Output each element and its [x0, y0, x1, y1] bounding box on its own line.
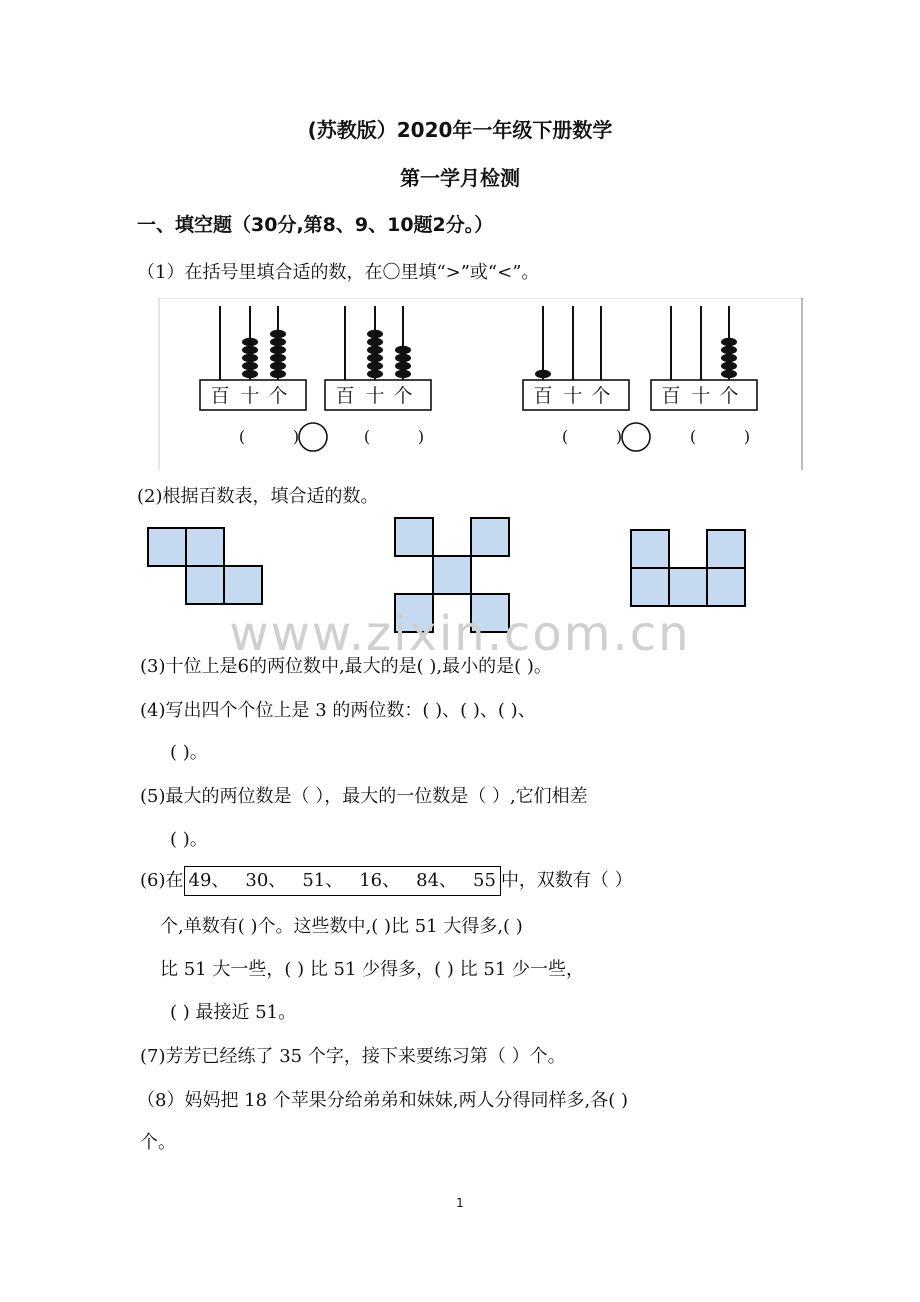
abacus-bead: [395, 370, 411, 378]
abacus-place-label: 十: [691, 385, 711, 407]
document-title: (苏教版）2020年一年级下册数学: [307, 118, 613, 142]
number-item: 51、: [302, 870, 344, 891]
abacus-place-label: 百: [210, 385, 230, 407]
number-item: 84、: [416, 870, 458, 891]
q6-suffix: 中，双数有（ ）: [500, 870, 633, 891]
answer-paren-close: ): [743, 427, 751, 446]
question-7: (7)芳芳已经练了 35 个字，接下来要练习第（ ）个。: [140, 1046, 566, 1067]
number-item: 55: [473, 870, 496, 891]
question-8-line-1: （8）妈妈把 18 个苹果分给弟弟和妹妹,两人分得同样多,各( ): [137, 1090, 629, 1111]
abacus-bead: [395, 346, 411, 354]
abacus-bead: [395, 362, 411, 370]
abacus-bead: [270, 354, 286, 362]
question-5-line-2: ( )。: [170, 829, 208, 850]
abacus-place-label: 个: [393, 385, 413, 407]
question-3: (3)十位上是6的两位数中,最大的是( ),最小的是( )。: [140, 656, 552, 677]
chart-cell[interactable]: [395, 518, 433, 556]
abacus-bead: [367, 370, 383, 378]
abacus-place-label: 十: [240, 385, 260, 407]
abacus-place-label: 个: [268, 385, 288, 407]
page-number: 1: [456, 1196, 464, 1210]
chart-cell[interactable]: [707, 530, 745, 568]
chart-cell[interactable]: [186, 566, 224, 604]
abacus-bead: [721, 354, 737, 362]
number-item: 16、: [359, 870, 401, 891]
question-4-line-1: (4)写出四个个位上是 3 的两位数：( )、( )、( )、: [140, 700, 536, 721]
abacus-bead: [367, 362, 383, 370]
abacus-bead: [270, 346, 286, 354]
number-box: [184, 866, 501, 896]
abacus-place-label: 十: [365, 385, 385, 407]
hundred-chart-fragment-1: [146, 526, 264, 612]
abacus-bead: [535, 370, 551, 378]
abacus-place-label: 十: [563, 385, 583, 407]
chart-cell[interactable]: [707, 568, 745, 606]
number-item: 30、: [245, 870, 287, 891]
comparison-circle[interactable]: [622, 423, 650, 451]
abacus-place-label: 百: [335, 385, 355, 407]
abacus-place-label: 百: [661, 385, 681, 407]
abacus-bead: [721, 338, 737, 346]
watermark: www.zixin.com.cn: [229, 606, 691, 662]
abacus-bead: [367, 338, 383, 346]
answer-paren-close: ): [292, 427, 300, 446]
question-6-line-2: 个,单数有( )个。这些数中,( )比 51 大得多,( ): [160, 916, 523, 937]
chart-cell[interactable]: [224, 566, 262, 604]
question-6-line-3: 比 51 大一些，( ) 比 51 少得多，( ) 比 51 少一些，: [160, 959, 585, 980]
abacus-place-label: 个: [591, 385, 611, 407]
answer-paren-open: (: [561, 427, 569, 446]
question-2: (2)根据百数表，填合适的数。: [137, 486, 379, 507]
hundred-chart-fragment-3: [629, 528, 747, 614]
answer-paren-open: (: [238, 427, 246, 446]
abacus-place-label: 个: [719, 385, 739, 407]
number-item: 49、: [188, 870, 230, 891]
abacus-bead: [242, 346, 258, 354]
abacus-figure: [158, 298, 804, 474]
question-8-line-2: 个。: [140, 1132, 176, 1153]
question-1: （1）在括号里填合适的数，在〇里填“>”或“<”。: [137, 262, 540, 283]
answer-paren-open: (: [689, 427, 697, 446]
abacus-place-label: 百: [533, 385, 553, 407]
abacus-bead: [270, 330, 286, 338]
comparison-circle[interactable]: [299, 423, 327, 451]
chart-cell[interactable]: [631, 530, 669, 568]
chart-cell[interactable]: [669, 568, 707, 606]
section-heading: 一、填空题（30分,第8、9、10题2分。）: [137, 214, 494, 236]
abacus-bead: [367, 330, 383, 338]
chart-cell[interactable]: [186, 528, 224, 566]
question-5-line-1: (5)最大的两位数是（ ），最大的一位数是（ ）,它们相差: [140, 786, 588, 807]
chart-cell[interactable]: [433, 556, 471, 594]
abacus-bead: [242, 338, 258, 346]
abacus-bead: [721, 362, 737, 370]
answer-paren-close: ): [615, 427, 623, 446]
chart-cell[interactable]: [148, 528, 186, 566]
abacus-bead: [270, 338, 286, 346]
abacus-bead: [242, 370, 258, 378]
q6-prefix: (6)在: [140, 870, 184, 891]
question-6-line-1: [140, 866, 633, 896]
abacus-bead: [395, 354, 411, 362]
chart-cell[interactable]: [471, 518, 509, 556]
answer-paren-close: ): [417, 427, 425, 446]
abacus-bead: [721, 370, 737, 378]
abacus-bead: [721, 346, 737, 354]
chart-cell[interactable]: [631, 568, 669, 606]
question-6-line-4: ( ) 最接近 51。: [170, 1002, 297, 1023]
abacus-bead: [270, 370, 286, 378]
abacus-bead: [367, 346, 383, 354]
abacus-bead: [242, 362, 258, 370]
question-4-line-2: ( )。: [170, 742, 208, 763]
answer-paren-open: (: [363, 427, 371, 446]
abacus-bead: [270, 362, 286, 370]
abacus-bead: [242, 354, 258, 362]
abacus-bead: [367, 354, 383, 362]
document-subtitle: 第一学月检测: [400, 166, 520, 190]
